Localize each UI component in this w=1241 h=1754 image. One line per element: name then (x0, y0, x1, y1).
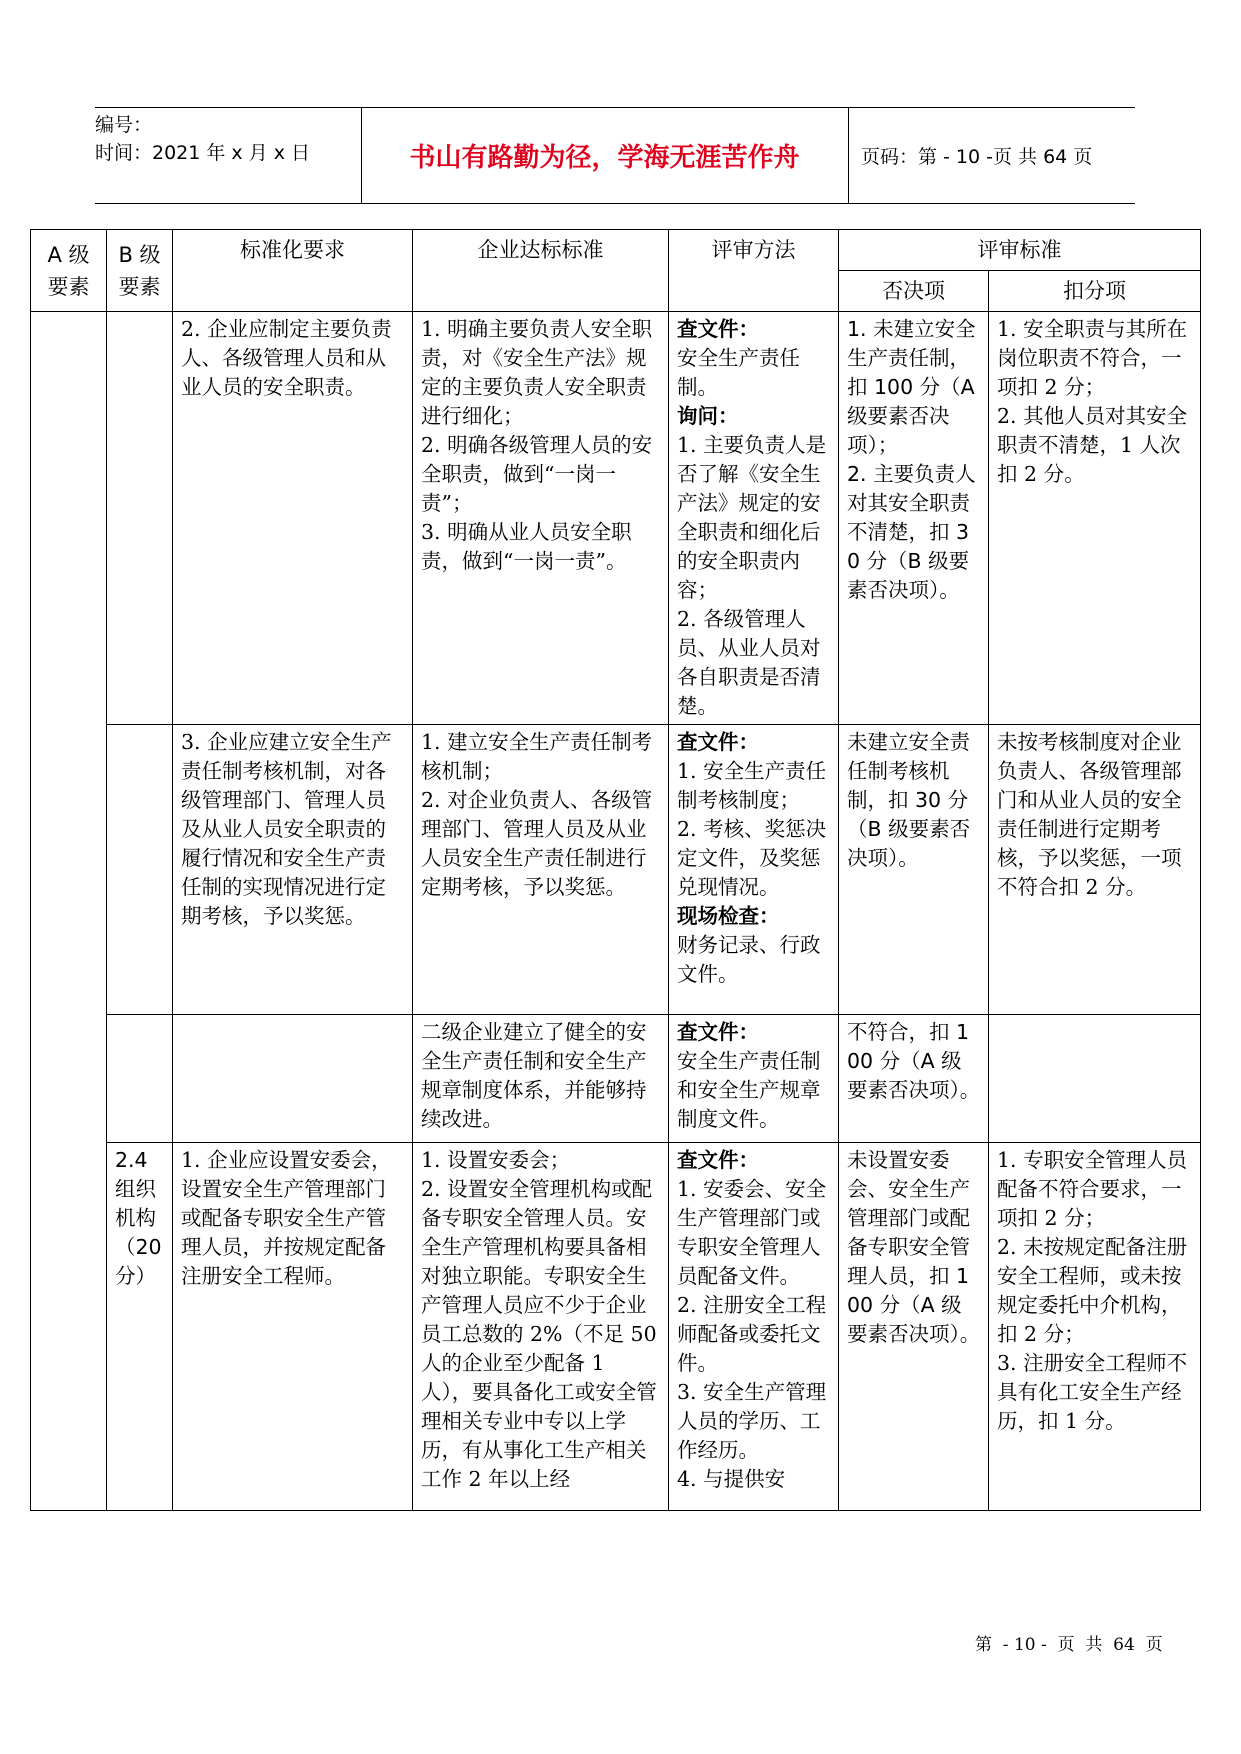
cell-deduction (989, 1015, 1201, 1143)
cell-standard-line: 1. 设置安委会； (421, 1148, 571, 1172)
table-body (31, 312, 1201, 1511)
cell-requirement-line: 1. 企业应设置安委会，设置安全生产管理部门或配备专职安全生产管理人员，并按规定配备注册安全工程师。 (181, 1148, 392, 1288)
cell-veto-line: 未建立安全责任制考核机制，扣 30 分（B 级要素否决项）。 (847, 730, 971, 870)
cell-method (669, 312, 839, 725)
cell-deduction-line: 2. 未按规定配备注册安全工程师，或未按规定委托中介机构，扣 2 分； (997, 1235, 1188, 1346)
method-heading: 现场检查： (677, 904, 780, 928)
table-header-row (31, 230, 1201, 271)
cell-standard (413, 312, 669, 725)
method-line: 3. 安全生产管理人员的学历、工作经历。 (677, 1380, 827, 1462)
cell-b-level-line: 组织 (115, 1177, 156, 1201)
cell-requirement (173, 312, 413, 725)
document-header (95, 107, 1135, 204)
motto: 书山有路勤为径，学海无涯苦作舟 (361, 108, 849, 203)
cell-veto-line: 未设置安委会、安全生产管理部门或配备专职安全管理人员，扣 100 分（A 级要素否决项）。 (847, 1148, 981, 1346)
cell-requirement-line: 2. 企业应制定主要负责人、各级管理人员和从业人员的安全职责。 (181, 317, 392, 399)
cell-standard (413, 725, 669, 1015)
cell-standard (413, 1143, 669, 1511)
method-heading: 询问： (677, 404, 739, 428)
cell-standard (413, 1015, 669, 1143)
method-line: 2. 各级管理人员、从业人员对各自职责是否清楚。 (677, 607, 821, 718)
standards-table (30, 229, 1201, 1511)
method-heading: 查文件： (677, 1148, 759, 1172)
cell-standard-line: 1. 明确主要负责人安全职责，对《安全生产法》规定的主要负责人安全职责进行细化； (421, 317, 653, 428)
cell-deduction-line: 1. 专职安全管理人员配备不符合要求，一项扣 2 分； (997, 1148, 1188, 1230)
cell-requirement-line: 3. 企业应建立安全生产责任制考核机制，对各级管理部门、管理人员及从业人员安全职责的履行情况和安全生产责任制的实现情况进行定期考核，予以奖惩。 (181, 730, 392, 928)
header-criteria: 评审标准 (839, 230, 1201, 271)
cell-standard-line: 二级企业建立了健全的安全生产责任制和安全生产规章制度体系，并能够持续改进。 (421, 1020, 647, 1131)
method-line: 安全生产责任制和安全生产规章制度文件。 (677, 1049, 821, 1131)
cell-method (669, 1143, 839, 1511)
cell-b-level-line: （20 (115, 1235, 162, 1259)
method-line: 2. 注册安全工程师配备或委托文件。 (677, 1293, 827, 1375)
time-label: 时间：2021 年 x 月 x 日 (95, 142, 311, 164)
method-line: 安全生产责任制。 (677, 346, 800, 399)
page-info: 页码：第 - 10 -页 共 64 页 (861, 146, 1093, 168)
cell-deduction-line: 2. 其他人员对其安全职责不清楚，1 人次扣 2 分。 (997, 404, 1188, 486)
cell-requirement (173, 725, 413, 1015)
method-heading: 查文件： (677, 317, 759, 341)
number-label: 编号： (95, 114, 153, 136)
cell-veto (839, 725, 989, 1015)
table-row (31, 1143, 1201, 1511)
header-meta (95, 108, 362, 203)
header-requirement: 标准化要求 (173, 230, 413, 312)
cell-deduction-line: 1. 安全职责与其所在岗位职责不符合，一项扣 2 分； (997, 317, 1188, 399)
cell-b-level-line: 机构 (115, 1206, 156, 1230)
cell-veto (839, 1143, 989, 1511)
cell-b-level-line: 2.4 (115, 1148, 148, 1172)
page-footer: 第 - 10 - 页 共 64 页 (975, 1635, 1163, 1655)
cell-deduction (989, 1143, 1201, 1511)
cell-veto-line: 1. 未建立安全生产责任制，扣 100 分（A 级要素否决项）； (847, 317, 976, 457)
cell-veto (839, 1015, 989, 1143)
method-heading: 查文件： (677, 1020, 759, 1044)
cell-standard-line: 2. 对企业负责人、各级管理部门、管理人员及从业人员安全生产责任制进行定期考核，予以奖惩。 (421, 788, 653, 899)
method-heading: 查文件： (677, 730, 759, 754)
method-line: 4. 与提供安 (677, 1467, 786, 1491)
cell-b-level (107, 725, 173, 1015)
cell-method (669, 725, 839, 1015)
header-enterprise-standard: 企业达标标准 (413, 230, 669, 312)
method-line: 1. 主要负责人是否了解《安全生产法》规定的安全职责和细化后的安全职责内容； (677, 433, 827, 602)
cell-standard-line: 1. 建立安全生产责任制考核机制； (421, 730, 653, 783)
cell-standard-line: 2. 设置安全管理机构或配备专职安全管理人员。安全生产管理机构要具备相对独立职能。专职安全生产管理人员应不少于企业员工总数的 2%（不足 50 人的企业至少配备 1 人），要具备化工或安全管理相关专业中专以上学历，有从事化工生产相关工作 2 年以上经 (421, 1177, 657, 1491)
header-deduction: 扣分项 (989, 271, 1201, 312)
cell-standard-line: 3. 明确从业人员安全职责，做到“一岗一责”。 (421, 520, 632, 573)
header-method: 评审方法 (669, 230, 839, 312)
cell-b-level-line: 分） (115, 1264, 156, 1288)
cell-standard-line: 2. 明确各级管理人员的安全职责，做到“一岗一责”； (421, 433, 653, 515)
table-row (31, 312, 1201, 725)
table-row (31, 725, 1201, 1015)
cell-b-level (107, 1015, 173, 1143)
table-row (31, 1015, 1201, 1143)
cell-requirement (173, 1143, 413, 1511)
cell-b-level (107, 1143, 173, 1511)
method-line: 1. 安委会、安全生产管理部门或专职安全管理人员配备文件。 (677, 1177, 827, 1288)
method-line: 1. 安全生产责任制考核制度； (677, 759, 827, 812)
cell-method (669, 1015, 839, 1143)
header-a-level: A 级 要素 (31, 230, 107, 312)
cell-veto-line: 2. 主要负责人对其安全职责不清楚，扣 30 分（B 级要素否决项）。 (847, 462, 976, 602)
cell-a-level (31, 312, 107, 1511)
cell-deduction-line: 3. 注册安全工程师不具有化工安全生产经历，扣 1 分。 (997, 1351, 1188, 1433)
cell-veto-line: 不符合，扣 100 分（A 级要素否决项）。 (847, 1020, 981, 1102)
method-line: 2. 考核、奖惩决定文件，及奖惩兑现情况。 (677, 817, 827, 899)
cell-deduction-line: 未按考核制度对企业负责人、各级管理部门和从业人员的安全责任制进行定期考核，予以奖惩，一项不符合扣 2 分。 (997, 730, 1182, 899)
cell-deduction (989, 312, 1201, 725)
header-veto: 否决项 (839, 271, 989, 312)
header-b-level: B 级 要素 (107, 230, 173, 312)
cell-veto (839, 312, 989, 725)
method-line: 财务记录、行政文件。 (677, 933, 821, 986)
cell-requirement (173, 1015, 413, 1143)
cell-deduction (989, 725, 1201, 1015)
cell-b-level (107, 312, 173, 725)
